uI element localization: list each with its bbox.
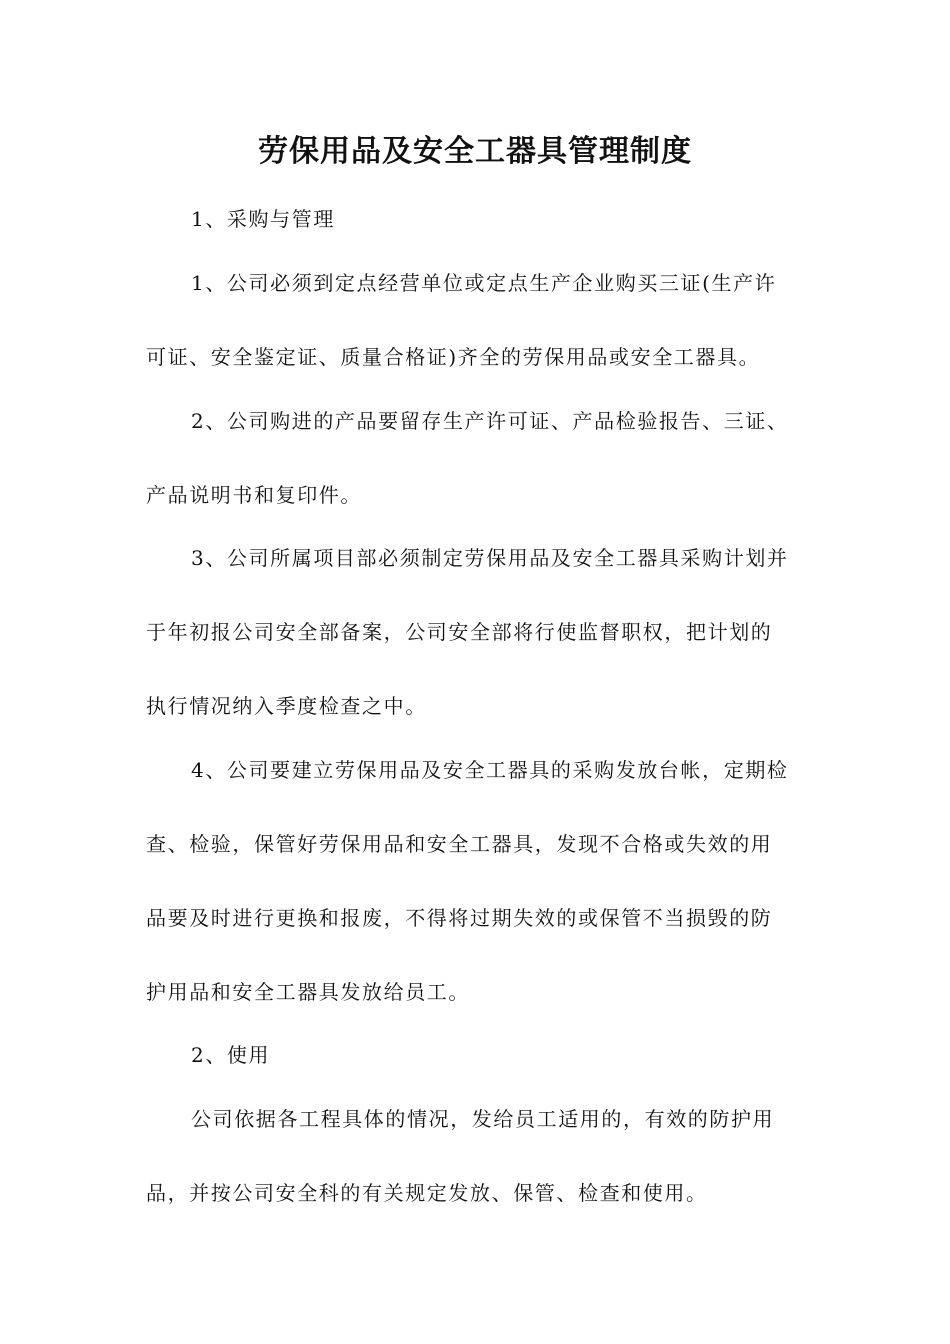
paragraph-line: 可证、安全鉴定证、质量合格证)齐全的劳保用品或安全工器具。 — [146, 345, 761, 369]
paragraph-line: 护用品和安全工器具发放给员工。 — [146, 980, 470, 1004]
paragraph-line: 查、检验，保管好劳保用品和安全工器具，发现不合格或失效的用 — [146, 832, 773, 856]
paragraph-line: 1、公司必须到定点经营单位或定点生产企业购买三证(生产许 — [191, 271, 777, 295]
paragraph-line: 4、公司要建立劳保用品及安全工器具的采购发放台帐，定期检 — [191, 758, 789, 782]
document-title: 劳保用品及安全工器具管理制度 — [258, 134, 692, 169]
paragraph-line: 于年初报公司安全部备案，公司安全部将行使监督职权，把计划的 — [146, 620, 773, 644]
paragraph-line: 3、公司所属项目部必须制定劳保用品及安全工器具采购计划并 — [191, 546, 789, 570]
paragraph-line: 2、公司购进的产品要留存生产许可证、产品检验报告、三证、 — [191, 409, 789, 433]
section-heading-usage: 2、使用 — [191, 1043, 271, 1067]
paragraph-line: 品，并按公司安全科的有关规定发放、保管、检查和使用。 — [146, 1181, 708, 1205]
paragraph-line: 公司依据各工程具体的情况，发给员工适用的，有效的防护用 — [191, 1107, 775, 1131]
paragraph-line: 品要及时进行更换和报废，不得将过期失效的或保管不当损毁的防 — [146, 906, 773, 930]
section-heading-procurement: 1、采购与管理 — [191, 207, 335, 231]
paragraph-line: 产品说明书和复印件。 — [146, 483, 362, 507]
paragraph-line: 执行情况纳入季度检查之中。 — [146, 694, 427, 718]
